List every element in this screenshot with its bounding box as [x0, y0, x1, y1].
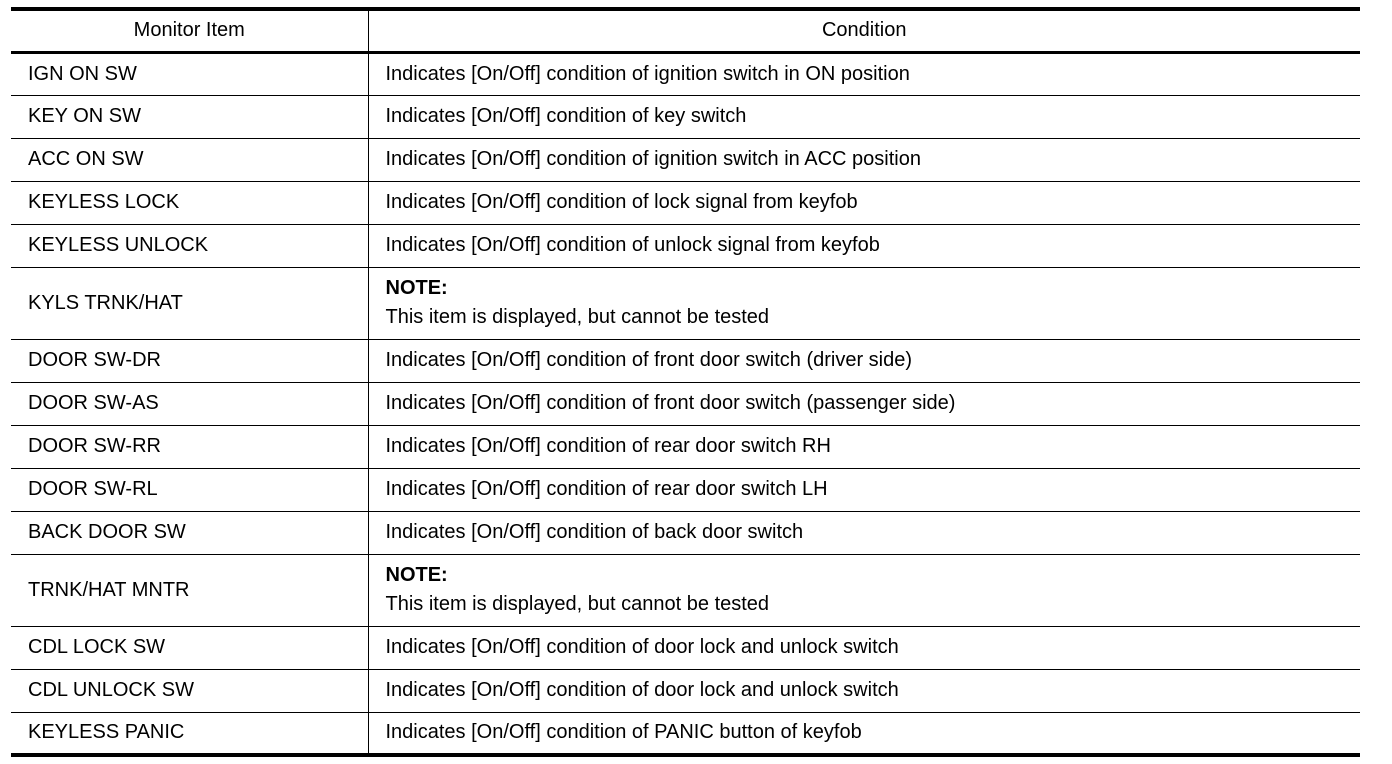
table-header-row: [11, 9, 1360, 52]
monitor-item-cell: KYLS TRNK/HAT: [11, 267, 368, 339]
table-row: [11, 138, 1360, 181]
monitor-item-cell: KEYLESS LOCK: [11, 181, 368, 224]
monitor-item-cell: DOOR SW-RL: [11, 468, 368, 511]
header-condition: Condition: [368, 9, 1360, 52]
monitor-item-cell: CDL UNLOCK SW: [11, 669, 368, 712]
note-text: This item is displayed, but cannot be tested: [385, 306, 770, 328]
monitor-item-cell: BACK DOOR SW: [11, 511, 368, 554]
table-row: [11, 267, 1360, 339]
note-text: This item is displayed, but cannot be tested: [385, 593, 770, 615]
table-row: [11, 669, 1360, 712]
condition-cell: Indicates [On/Off] condition of front door switch (driver side): [368, 339, 1360, 382]
monitor-table: [11, 7, 1360, 757]
monitor-item-cell: KEYLESS PANIC: [11, 712, 368, 755]
condition-cell: Indicates [On/Off] condition of back door switch: [368, 511, 1360, 554]
condition-cell: Indicates [On/Off] condition of key switch: [368, 95, 1360, 138]
table-row: [11, 425, 1360, 468]
monitor-item-cell: DOOR SW-AS: [11, 382, 368, 425]
table-row: [11, 712, 1360, 755]
table-row: [11, 382, 1360, 425]
table-row: [11, 181, 1360, 224]
monitor-item-cell: DOOR SW-DR: [11, 339, 368, 382]
monitor-item-cell: IGN ON SW: [11, 52, 368, 95]
condition-cell: Indicates [On/Off] condition of rear door switch LH: [368, 468, 1360, 511]
table-row: [11, 339, 1360, 382]
monitor-item-cell: TRNK/HAT MNTR: [11, 554, 368, 626]
table-row: [11, 52, 1360, 95]
monitor-item-cell: ACC ON SW: [11, 138, 368, 181]
monitor-item-cell: KEY ON SW: [11, 95, 368, 138]
condition-cell: Indicates [On/Off] condition of rear door switch RH: [368, 425, 1360, 468]
table-row: [11, 511, 1360, 554]
condition-cell: Indicates [On/Off] condition of lock signal from keyfob: [368, 181, 1360, 224]
condition-note-cell: [368, 554, 1360, 626]
condition-cell: Indicates [On/Off] condition of PANIC button of keyfob: [368, 712, 1360, 755]
condition-cell: Indicates [On/Off] condition of unlock signal from keyfob: [368, 224, 1360, 267]
monitor-item-table: [11, 7, 1360, 757]
monitor-item-cell: KEYLESS UNLOCK: [11, 224, 368, 267]
table-row: [11, 626, 1360, 669]
condition-cell: Indicates [On/Off] condition of door lock and unlock switch: [368, 669, 1360, 712]
note-label: NOTE:: [385, 277, 448, 299]
monitor-item-cell: CDL LOCK SW: [11, 626, 368, 669]
condition-note-cell: [368, 267, 1360, 339]
condition-cell: Indicates [On/Off] condition of front door switch (passenger side): [368, 382, 1360, 425]
condition-cell: Indicates [On/Off] condition of ignition switch in ACC position: [368, 138, 1360, 181]
table-row: [11, 224, 1360, 267]
monitor-item-cell: DOOR SW-RR: [11, 425, 368, 468]
table-row: [11, 468, 1360, 511]
condition-cell: Indicates [On/Off] condition of ignition switch in ON position: [368, 52, 1360, 95]
table-row: [11, 554, 1360, 626]
condition-cell: Indicates [On/Off] condition of door lock and unlock switch: [368, 626, 1360, 669]
table-row: [11, 95, 1360, 138]
note-label: NOTE:: [385, 564, 448, 586]
header-monitor-item: Monitor Item: [11, 9, 368, 52]
